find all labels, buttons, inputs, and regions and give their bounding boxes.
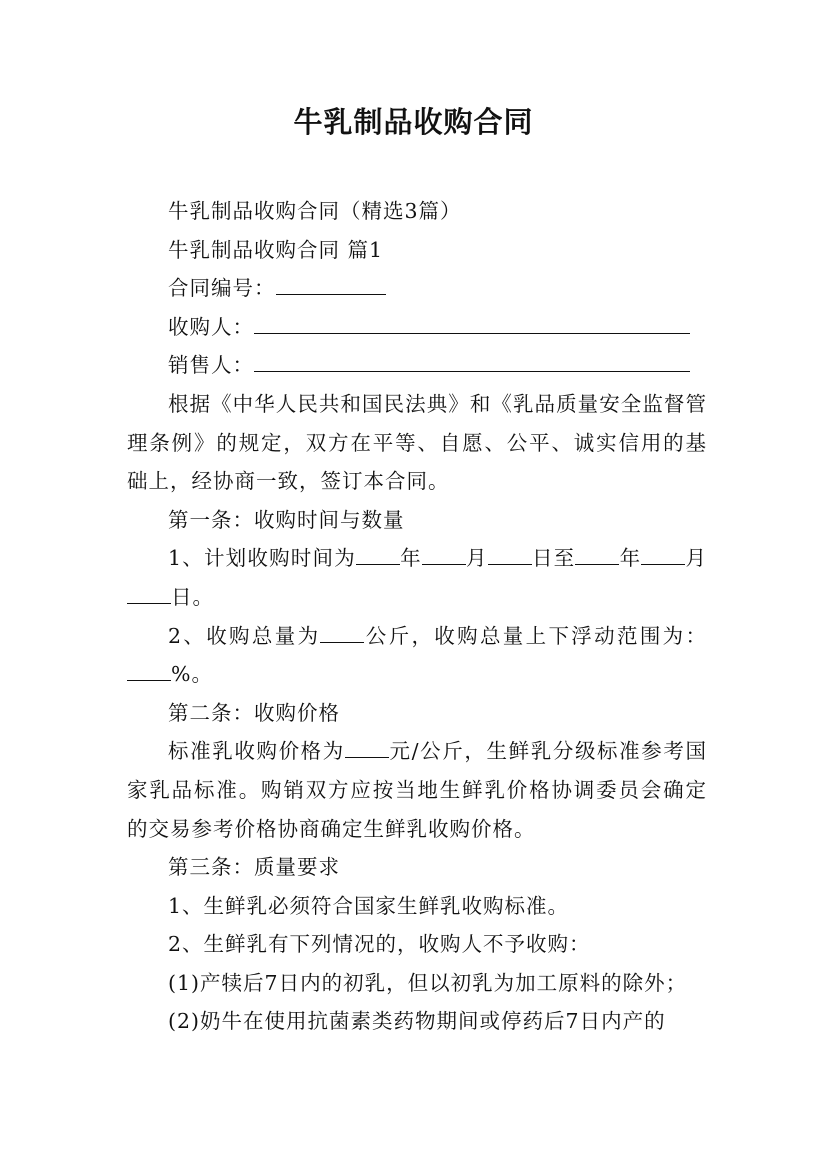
- article2-text: [127, 732, 707, 848]
- start-year-blank[interactable]: [356, 542, 400, 565]
- end-day-blank[interactable]: [127, 581, 171, 604]
- unit-year-end: 年: [619, 546, 642, 571]
- preamble-paragraph: 根据《中华人民共和国民法典》和《乳品质量安全监督管理条例》的规定，双方在平等、自愿、公平、诚实信用的基础上，经协商一致，签订本合同。: [127, 391, 707, 494]
- price-rest: 元/公斤，生鲜乳分级标准参考国家乳品标准。购销双方应按当地生鲜乳价格协调委员会确定的交易参考价格协商确定生鲜乳收购价格。: [127, 739, 708, 841]
- article3-sub2: (2)奶牛在使用抗菌素类药物期间或停药后7日内产的: [168, 1009, 666, 1034]
- article1-heading: 第一条：收购时间与数量: [168, 507, 405, 532]
- contract-number-line: [127, 269, 707, 308]
- unit-day-end: 日。: [171, 584, 214, 609]
- purchaser-blank[interactable]: [254, 311, 690, 334]
- end-month-blank[interactable]: [641, 542, 685, 565]
- end-year-blank[interactable]: [575, 542, 619, 565]
- float-range-blank[interactable]: [127, 658, 171, 681]
- purchaser-line: [127, 308, 707, 347]
- document-title: 牛乳制品收购合同: [293, 105, 534, 139]
- item2-prefix: 2、收购总量为: [168, 623, 321, 648]
- unit-month: 月: [465, 546, 488, 571]
- contract-number-label: 合同编号：: [168, 276, 276, 301]
- article3-heading: 第三条：质量要求: [168, 855, 340, 880]
- start-month-blank[interactable]: [422, 542, 466, 565]
- article1-item2: [127, 617, 707, 694]
- article3-sub1: (1)产犊后7日内的初乳，但以初乳为加工原料的除外；: [168, 970, 688, 995]
- document-subtitle: 牛乳制品收购合同（精选3篇）: [168, 199, 462, 223]
- price-blank[interactable]: [345, 735, 389, 758]
- item2-suffix: %。: [171, 662, 213, 687]
- unit-year: 年: [399, 546, 422, 571]
- article3-item1: 1、生鲜乳必须符合国家生鲜乳收购标准。: [168, 893, 570, 918]
- total-amount-blank[interactable]: [320, 620, 364, 643]
- seller-blank[interactable]: [254, 349, 690, 372]
- seller-line: [127, 346, 707, 385]
- item1-prefix: 1、计划收购时间为: [168, 546, 356, 571]
- article1-item1: [127, 539, 707, 616]
- unit-day-to: 日至: [531, 546, 576, 571]
- price-prefix: 标准乳收购价格为: [168, 739, 345, 764]
- article3-item2: 2、生鲜乳有下列情况的，收购人不予收购：: [168, 932, 591, 957]
- section-heading: 牛乳制品收购合同 篇1: [168, 237, 384, 262]
- article2-heading: 第二条：收购价格: [168, 700, 340, 725]
- document-body: [127, 192, 707, 1041]
- unit-month-end: 月: [685, 546, 708, 571]
- contract-number-blank[interactable]: [276, 272, 386, 295]
- seller-label: 销售人：: [168, 353, 254, 378]
- purchaser-label: 收购人：: [168, 314, 254, 339]
- item2-middle: 公斤，收购总量上下浮动范围为：: [364, 623, 708, 648]
- start-day-blank[interactable]: [488, 542, 532, 565]
